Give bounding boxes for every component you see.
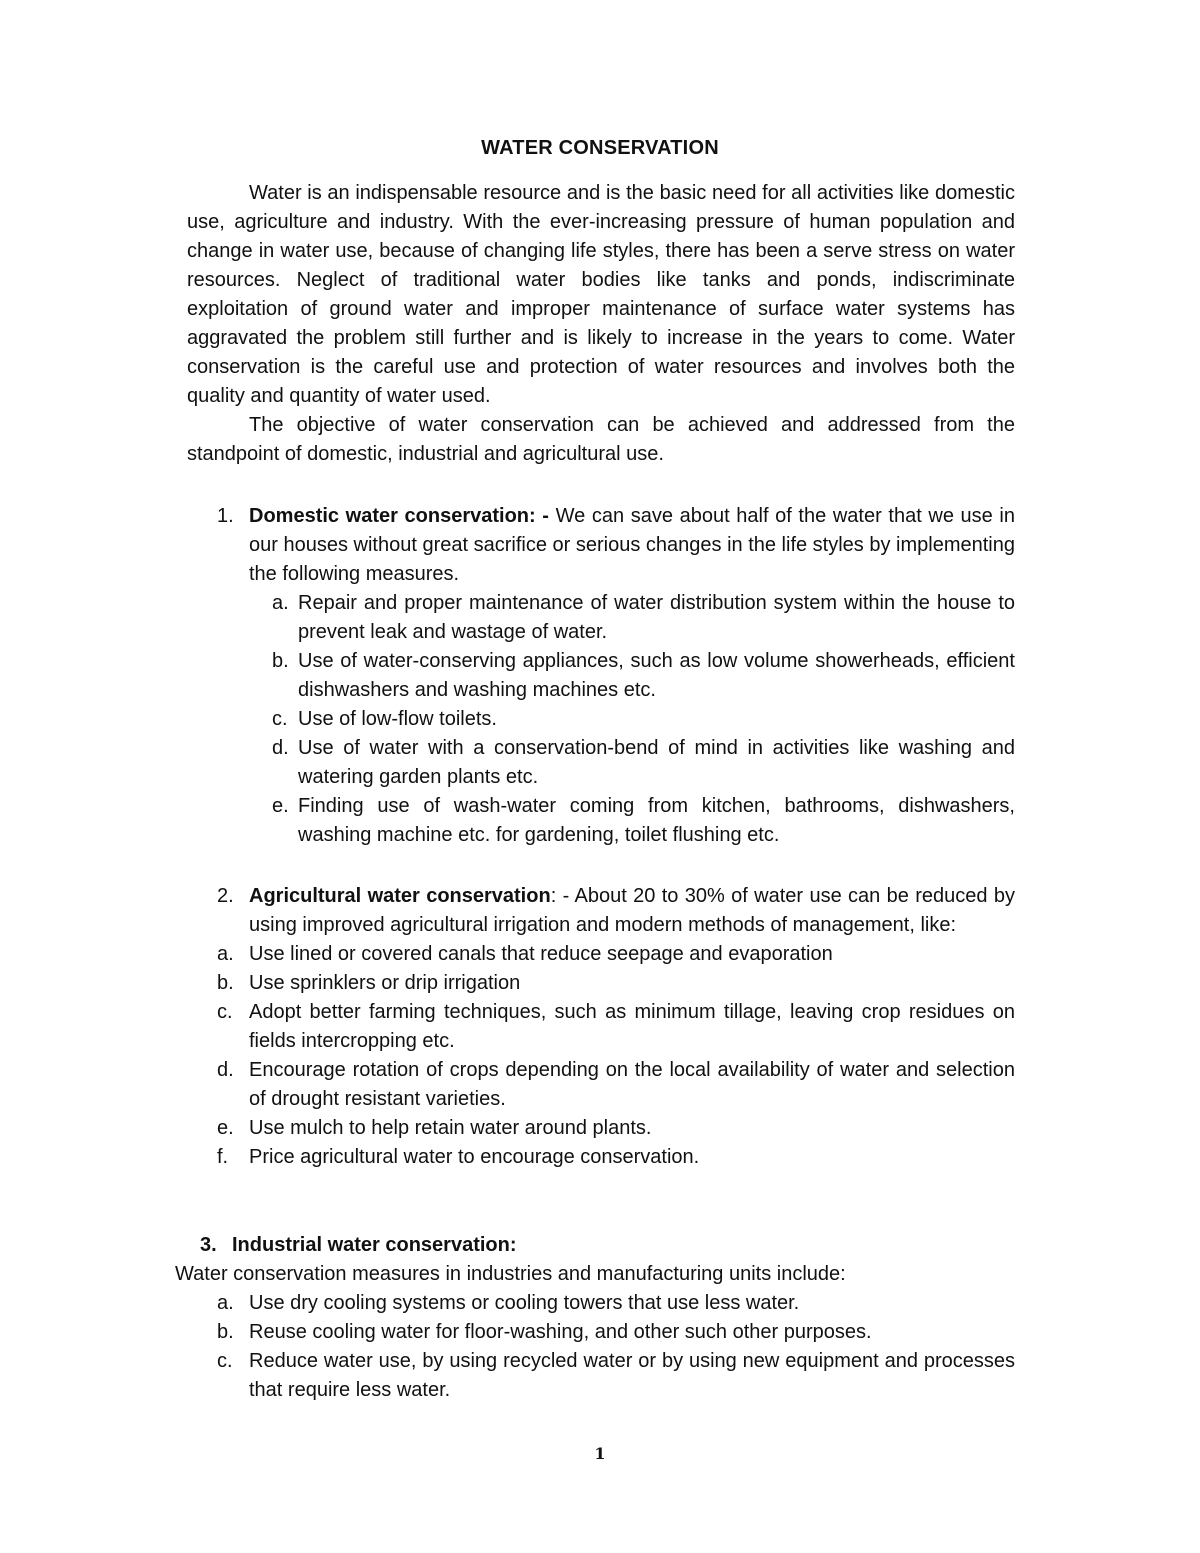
agricultural-number: 2. [217,885,234,907]
list-item: c. Reduce water use, by using recycled water or by using new equipment and processes that require less water. [217,1350,1015,1401]
agricultural-text: : - About 20 to 30% of water use can be reduced by using improved agricultural irrigation and modern methods of management, like: [249,885,1015,936]
agricultural-paragraph [249,882,1015,940]
industrial-list [175,1289,1015,1405]
domestic-list [187,589,1015,850]
industrial-heading: Industrial water conservation: [232,1234,517,1256]
page-title: WATER CONSERVATION [481,137,719,159]
list-item: b. Use sprinklers or drip irrigation [217,972,521,994]
list-item: a. Use lined or covered canals that reduce seepage and evaporation [217,943,833,965]
domestic-section [187,502,1015,850]
intro-paragraph-2: The objective of water conservation can be achieved and addressed from the standpoint of domestic, industrial and agricultural use. [187,414,1015,465]
agricultural-section [187,882,1015,1172]
list-item: c. Use of low-flow toilets. [272,708,497,730]
domestic-heading: Domestic water conservation: - [249,505,549,527]
list-item: b. Reuse cooling water for floor-washing, and other such other purposes. [217,1321,872,1343]
page-number: 1 [594,1444,606,1463]
intro-paragraph-1: Water is an indispensable resource and is the basic need for all activities like domestic use, agriculture and industry. With the ever-increasing pressure of human population and change in water use, because of changing life styles, there has been a serve stress on water resources. Neglect of traditional water bodies like tanks and ponds, indiscriminate exploitation of ground water and improper maintenance of surface water systems has aggravated the problem still further and is likely to increase in the years to come. Water conservation is the careful use and protection of water resources and involves both the quality and quantity of water used. [187,182,1015,407]
list-item: a. Use dry cooling systems or cooling towers that use less water. [217,1292,800,1314]
industrial-number: 3. [200,1234,217,1256]
intro-section [187,179,1015,469]
domestic-heading-row [187,502,1015,589]
list-item: b. Use of water-conserving appliances, such as low volume showerheads, efficient dishwashers and washing machines etc. [272,650,1015,701]
domestic-paragraph [249,502,1015,589]
industrial-intro: Water conservation measures in industries and manufacturing units include: [175,1263,846,1285]
agricultural-heading: Agricultural water conservation [249,885,551,907]
list-item: f. Price agricultural water to encourage conservation. [217,1146,700,1168]
industrial-heading-row [175,1231,1015,1260]
list-item: c. Adopt better farming techniques, such as minimum tillage, leaving crop residues on fields intercropping etc. [217,1001,1015,1052]
domestic-number: 1. [217,505,234,527]
list-item: a. Repair and proper maintenance of water distribution system within the house to prevent leak and wastage of water. [272,592,1015,643]
list-item: d. Encourage rotation of crops depending on the local availability of water and selection of drought resistant varieties. [217,1059,1015,1110]
list-item: d. Use of water with a conservation-bend of mind in activities like washing and watering garden plants etc. [272,737,1015,788]
industrial-section [175,1231,1015,1405]
list-item: e. Finding use of wash-water coming from kitchen, bathrooms, dishwashers, washing machine etc. for gardening, toilet flushing etc. [272,795,1015,846]
agricultural-heading-row [187,882,1015,940]
list-item: e. Use mulch to help retain water around plants. [217,1117,652,1139]
agricultural-list [187,940,1015,1172]
domestic-text: We can save about half of the water that we use in our houses without great sacrifice or serious changes in the life styles by implementing the following measures. [249,505,1015,585]
